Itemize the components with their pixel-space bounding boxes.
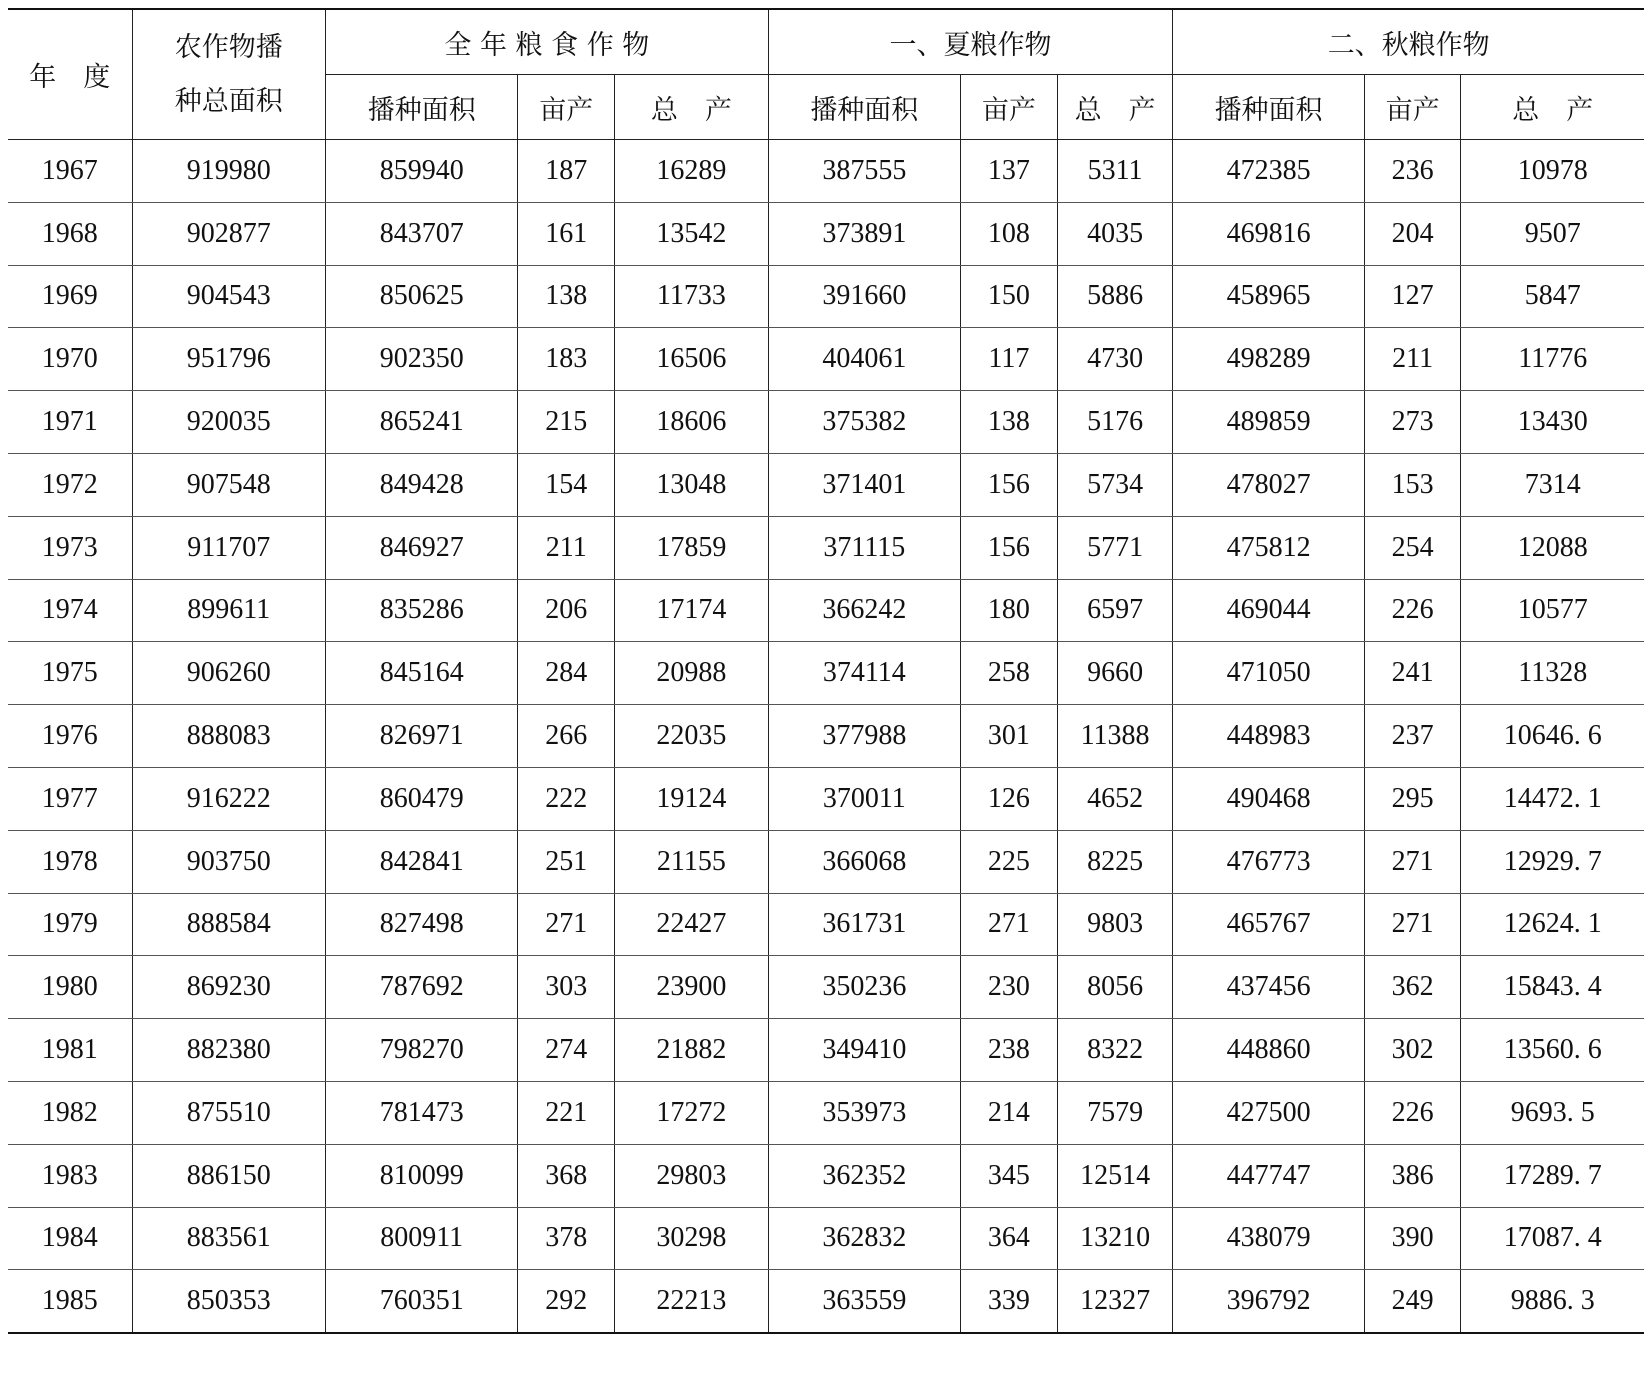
cell-autumn-output: 10978 — [1461, 140, 1644, 203]
cell-summer-sown-area: 363559 — [768, 1270, 960, 1333]
cell-autumn-output: 9693. 5 — [1461, 1081, 1644, 1144]
header-group-summer: 一、夏粮作物 — [768, 9, 1173, 75]
cell-autumn-sown-area: 448983 — [1173, 705, 1364, 768]
cell-summer-yield: 364 — [961, 1207, 1058, 1270]
cell-annual-output: 18606 — [615, 391, 769, 454]
cell-autumn-output: 13430 — [1461, 391, 1644, 454]
cell-summer-yield: 137 — [961, 140, 1058, 203]
table-row — [8, 956, 1644, 1019]
cell-summer-output: 5176 — [1057, 391, 1173, 454]
cell-autumn-sown-area: 438079 — [1173, 1207, 1364, 1270]
cell-annual-sown-area: 902350 — [326, 328, 518, 391]
cell-autumn-sown-area: 427500 — [1173, 1081, 1364, 1144]
cell-autumn-output: 5847 — [1461, 265, 1644, 328]
grain-statistics-table — [8, 8, 1644, 1334]
cell-annual-output: 29803 — [615, 1144, 769, 1207]
cell-annual-output: 13542 — [615, 202, 769, 265]
cell-autumn-sown-area: 396792 — [1173, 1270, 1364, 1333]
cell-autumn-yield: 211 — [1364, 328, 1461, 391]
cell-year: 1982 — [8, 1081, 132, 1144]
cell-total-area: 916222 — [132, 767, 325, 830]
cell-annual-yield: 284 — [518, 642, 615, 705]
cell-annual-sown-area: 800911 — [326, 1207, 518, 1270]
table-row — [8, 642, 1644, 705]
cell-year: 1972 — [8, 453, 132, 516]
cell-year: 1980 — [8, 956, 132, 1019]
cell-total-area: 907548 — [132, 453, 325, 516]
cell-year: 1973 — [8, 516, 132, 579]
table-row — [8, 140, 1644, 203]
cell-annual-sown-area: 760351 — [326, 1270, 518, 1333]
cell-annual-output: 13048 — [615, 453, 769, 516]
cell-year: 1977 — [8, 767, 132, 830]
cell-summer-output: 9660 — [1057, 642, 1173, 705]
cell-autumn-sown-area: 458965 — [1173, 265, 1364, 328]
header-total-area-line1: 农作物播 — [174, 31, 283, 63]
cell-autumn-sown-area: 465767 — [1173, 893, 1364, 956]
cell-annual-yield: 303 — [518, 956, 615, 1019]
cell-summer-sown-area: 375382 — [768, 391, 960, 454]
table-row — [8, 893, 1644, 956]
cell-summer-output: 5886 — [1057, 265, 1173, 328]
cell-annual-output: 22035 — [615, 705, 769, 768]
cell-annual-sown-area: 850625 — [326, 265, 518, 328]
table-row — [8, 830, 1644, 893]
cell-autumn-yield: 390 — [1364, 1207, 1461, 1270]
cell-year: 1975 — [8, 642, 132, 705]
cell-summer-sown-area: 371115 — [768, 516, 960, 579]
cell-total-area: 906260 — [132, 642, 325, 705]
cell-autumn-yield: 127 — [1364, 265, 1461, 328]
header-annual-yield: 亩产 — [518, 75, 615, 140]
cell-annual-sown-area: 846927 — [326, 516, 518, 579]
cell-total-area: 902877 — [132, 202, 325, 265]
cell-autumn-sown-area: 490468 — [1173, 767, 1364, 830]
cell-autumn-yield: 204 — [1364, 202, 1461, 265]
cell-summer-output: 8322 — [1057, 1019, 1173, 1082]
cell-total-area: 850353 — [132, 1270, 325, 1333]
table-row — [8, 1144, 1644, 1207]
cell-annual-output: 11733 — [615, 265, 769, 328]
cell-autumn-yield: 302 — [1364, 1019, 1461, 1082]
cell-autumn-yield: 153 — [1364, 453, 1461, 516]
cell-autumn-output: 11328 — [1461, 642, 1644, 705]
cell-annual-yield: 187 — [518, 140, 615, 203]
cell-summer-output: 4652 — [1057, 767, 1173, 830]
cell-autumn-yield: 295 — [1364, 767, 1461, 830]
cell-annual-yield: 266 — [518, 705, 615, 768]
cell-autumn-sown-area: 471050 — [1173, 642, 1364, 705]
cell-annual-yield: 251 — [518, 830, 615, 893]
cell-year: 1968 — [8, 202, 132, 265]
cell-summer-yield: 301 — [961, 705, 1058, 768]
header-row-groups — [8, 9, 1644, 75]
cell-autumn-sown-area: 448860 — [1173, 1019, 1364, 1082]
cell-summer-sown-area: 362352 — [768, 1144, 960, 1207]
header-autumn-output: 总 产 — [1461, 75, 1644, 140]
cell-autumn-output: 9886. 3 — [1461, 1270, 1644, 1333]
cell-autumn-sown-area: 475812 — [1173, 516, 1364, 579]
cell-total-area: 875510 — [132, 1081, 325, 1144]
cell-summer-output: 6597 — [1057, 579, 1173, 642]
cell-summer-output: 5734 — [1057, 453, 1173, 516]
cell-annual-yield: 138 — [518, 265, 615, 328]
cell-summer-sown-area: 362832 — [768, 1207, 960, 1270]
cell-autumn-output: 11776 — [1461, 328, 1644, 391]
cell-annual-sown-area: 845164 — [326, 642, 518, 705]
cell-summer-yield: 156 — [961, 516, 1058, 579]
cell-autumn-output: 9507 — [1461, 202, 1644, 265]
cell-summer-output: 8225 — [1057, 830, 1173, 893]
table-row — [8, 1081, 1644, 1144]
cell-annual-output: 17859 — [615, 516, 769, 579]
cell-year: 1979 — [8, 893, 132, 956]
cell-summer-sown-area: 387555 — [768, 140, 960, 203]
cell-summer-yield: 138 — [961, 391, 1058, 454]
table-row — [8, 391, 1644, 454]
cell-annual-yield: 215 — [518, 391, 615, 454]
cell-summer-output: 5311 — [1057, 140, 1173, 203]
cell-autumn-output: 17087. 4 — [1461, 1207, 1644, 1270]
cell-autumn-sown-area: 476773 — [1173, 830, 1364, 893]
cell-autumn-sown-area: 469816 — [1173, 202, 1364, 265]
cell-annual-sown-area: 827498 — [326, 893, 518, 956]
table-row — [8, 1270, 1644, 1333]
cell-annual-sown-area: 787692 — [326, 956, 518, 1019]
cell-autumn-yield: 271 — [1364, 830, 1461, 893]
header-total-area — [132, 9, 325, 140]
cell-summer-sown-area: 370011 — [768, 767, 960, 830]
cell-autumn-yield: 254 — [1364, 516, 1461, 579]
header-autumn-sown-area: 播种面积 — [1173, 75, 1364, 140]
table-row — [8, 705, 1644, 768]
header-annual-sown-area: 播种面积 — [326, 75, 518, 140]
cell-summer-sown-area: 366242 — [768, 579, 960, 642]
table-row — [8, 579, 1644, 642]
cell-total-area: 883561 — [132, 1207, 325, 1270]
cell-annual-yield: 378 — [518, 1207, 615, 1270]
cell-annual-output: 17272 — [615, 1081, 769, 1144]
cell-summer-output: 12514 — [1057, 1144, 1173, 1207]
cell-summer-output: 7579 — [1057, 1081, 1173, 1144]
cell-summer-yield: 214 — [961, 1081, 1058, 1144]
cell-annual-sown-area: 859940 — [326, 140, 518, 203]
cell-autumn-output: 14472. 1 — [1461, 767, 1644, 830]
table-body — [8, 140, 1644, 1334]
cell-annual-sown-area: 843707 — [326, 202, 518, 265]
cell-year: 1978 — [8, 830, 132, 893]
cell-summer-yield: 117 — [961, 328, 1058, 391]
cell-summer-yield: 230 — [961, 956, 1058, 1019]
cell-annual-output: 22213 — [615, 1270, 769, 1333]
cell-annual-output: 20988 — [615, 642, 769, 705]
cell-summer-sown-area: 350236 — [768, 956, 960, 1019]
cell-summer-output: 5771 — [1057, 516, 1173, 579]
cell-year: 1974 — [8, 579, 132, 642]
cell-total-area: 919980 — [132, 140, 325, 203]
cell-annual-output: 22427 — [615, 893, 769, 956]
cell-annual-output: 17174 — [615, 579, 769, 642]
table-row — [8, 328, 1644, 391]
cell-autumn-sown-area: 447747 — [1173, 1144, 1364, 1207]
cell-autumn-sown-area: 437456 — [1173, 956, 1364, 1019]
cell-summer-output: 11388 — [1057, 705, 1173, 768]
cell-year: 1985 — [8, 1270, 132, 1333]
cell-autumn-yield: 386 — [1364, 1144, 1461, 1207]
table-row — [8, 265, 1644, 328]
cell-year: 1984 — [8, 1207, 132, 1270]
header-summer-sown-area: 播种面积 — [768, 75, 960, 140]
cell-total-area: 920035 — [132, 391, 325, 454]
cell-annual-sown-area: 781473 — [326, 1081, 518, 1144]
cell-annual-yield: 221 — [518, 1081, 615, 1144]
cell-summer-sown-area: 361731 — [768, 893, 960, 956]
cell-summer-yield: 108 — [961, 202, 1058, 265]
cell-autumn-yield: 273 — [1364, 391, 1461, 454]
cell-annual-output: 21882 — [615, 1019, 769, 1082]
cell-autumn-yield: 226 — [1364, 1081, 1461, 1144]
cell-autumn-output: 10646. 6 — [1461, 705, 1644, 768]
cell-annual-sown-area: 810099 — [326, 1144, 518, 1207]
cell-annual-sown-area: 849428 — [326, 453, 518, 516]
cell-total-area: 886150 — [132, 1144, 325, 1207]
cell-year: 1976 — [8, 705, 132, 768]
cell-autumn-yield: 236 — [1364, 140, 1461, 203]
cell-annual-yield: 161 — [518, 202, 615, 265]
cell-summer-output: 9803 — [1057, 893, 1173, 956]
cell-summer-yield: 238 — [961, 1019, 1058, 1082]
cell-summer-sown-area: 377988 — [768, 705, 960, 768]
cell-autumn-output: 10577 — [1461, 579, 1644, 642]
cell-annual-output: 23900 — [615, 956, 769, 1019]
cell-year: 1981 — [8, 1019, 132, 1082]
table-row — [8, 767, 1644, 830]
cell-annual-sown-area: 826971 — [326, 705, 518, 768]
cell-annual-yield: 368 — [518, 1144, 615, 1207]
cell-annual-yield: 206 — [518, 579, 615, 642]
cell-annual-yield: 154 — [518, 453, 615, 516]
header-group-autumn: 二、秋粮作物 — [1173, 9, 1644, 75]
cell-autumn-output: 17289. 7 — [1461, 1144, 1644, 1207]
cell-summer-sown-area: 374114 — [768, 642, 960, 705]
cell-total-area: 911707 — [132, 516, 325, 579]
cell-summer-yield: 126 — [961, 767, 1058, 830]
header-summer-yield: 亩产 — [961, 75, 1058, 140]
cell-annual-output: 16289 — [615, 140, 769, 203]
cell-summer-sown-area: 404061 — [768, 328, 960, 391]
cell-annual-sown-area: 835286 — [326, 579, 518, 642]
cell-summer-yield: 180 — [961, 579, 1058, 642]
header-year: 年 度 — [8, 9, 132, 140]
cell-autumn-output: 13560. 6 — [1461, 1019, 1644, 1082]
cell-annual-yield: 271 — [518, 893, 615, 956]
cell-summer-yield: 339 — [961, 1270, 1058, 1333]
cell-annual-sown-area: 842841 — [326, 830, 518, 893]
cell-total-area: 869230 — [132, 956, 325, 1019]
cell-autumn-sown-area: 469044 — [1173, 579, 1364, 642]
cell-annual-output: 19124 — [615, 767, 769, 830]
cell-autumn-sown-area: 489859 — [1173, 391, 1364, 454]
table-row — [8, 516, 1644, 579]
header-summer-output: 总 产 — [1057, 75, 1173, 140]
cell-summer-sown-area: 349410 — [768, 1019, 960, 1082]
cell-total-area: 904543 — [132, 265, 325, 328]
table-row — [8, 1207, 1644, 1270]
cell-annual-yield: 274 — [518, 1019, 615, 1082]
cell-total-area: 888083 — [132, 705, 325, 768]
cell-summer-sown-area: 353973 — [768, 1081, 960, 1144]
cell-summer-sown-area: 371401 — [768, 453, 960, 516]
cell-autumn-sown-area: 478027 — [1173, 453, 1364, 516]
cell-autumn-yield: 362 — [1364, 956, 1461, 1019]
cell-summer-output: 4035 — [1057, 202, 1173, 265]
cell-summer-yield: 150 — [961, 265, 1058, 328]
cell-autumn-yield: 226 — [1364, 579, 1461, 642]
cell-annual-yield: 292 — [518, 1270, 615, 1333]
header-annual-output: 总 产 — [615, 75, 769, 140]
cell-annual-sown-area: 798270 — [326, 1019, 518, 1082]
cell-autumn-output: 7314 — [1461, 453, 1644, 516]
cell-year: 1967 — [8, 140, 132, 203]
header-group-annual: 全 年 粮 食 作 物 — [326, 9, 769, 75]
cell-total-area: 903750 — [132, 830, 325, 893]
table-row — [8, 1019, 1644, 1082]
cell-year: 1969 — [8, 265, 132, 328]
cell-autumn-output: 15843. 4 — [1461, 956, 1644, 1019]
cell-annual-output: 30298 — [615, 1207, 769, 1270]
cell-autumn-output: 12088 — [1461, 516, 1644, 579]
cell-year: 1971 — [8, 391, 132, 454]
cell-annual-yield: 183 — [518, 328, 615, 391]
table-row — [8, 453, 1644, 516]
cell-summer-yield: 258 — [961, 642, 1058, 705]
cell-total-area: 882380 — [132, 1019, 325, 1082]
cell-total-area: 888584 — [132, 893, 325, 956]
cell-autumn-yield: 249 — [1364, 1270, 1461, 1333]
cell-autumn-yield: 241 — [1364, 642, 1461, 705]
cell-summer-output: 4730 — [1057, 328, 1173, 391]
cell-autumn-sown-area: 498289 — [1173, 328, 1364, 391]
cell-annual-yield: 222 — [518, 767, 615, 830]
cell-autumn-output: 12929. 7 — [1461, 830, 1644, 893]
cell-summer-yield: 271 — [961, 893, 1058, 956]
cell-annual-output: 21155 — [615, 830, 769, 893]
header-autumn-yield: 亩产 — [1364, 75, 1461, 140]
cell-summer-sown-area: 391660 — [768, 265, 960, 328]
cell-total-area: 899611 — [132, 579, 325, 642]
table-row — [8, 202, 1644, 265]
cell-annual-output: 16506 — [615, 328, 769, 391]
cell-annual-sown-area: 860479 — [326, 767, 518, 830]
header-total-area-line2: 种总面积 — [174, 85, 283, 117]
cell-summer-output: 13210 — [1057, 1207, 1173, 1270]
cell-summer-yield: 345 — [961, 1144, 1058, 1207]
cell-summer-yield: 225 — [961, 830, 1058, 893]
cell-summer-output: 12327 — [1057, 1270, 1173, 1333]
cell-autumn-output: 12624. 1 — [1461, 893, 1644, 956]
cell-autumn-yield: 271 — [1364, 893, 1461, 956]
cell-total-area: 951796 — [132, 328, 325, 391]
cell-annual-yield: 211 — [518, 516, 615, 579]
cell-summer-yield: 156 — [961, 453, 1058, 516]
cell-year: 1970 — [8, 328, 132, 391]
cell-annual-sown-area: 865241 — [326, 391, 518, 454]
cell-year: 1983 — [8, 1144, 132, 1207]
cell-autumn-yield: 237 — [1364, 705, 1461, 768]
cell-summer-output: 8056 — [1057, 956, 1173, 1019]
cell-autumn-sown-area: 472385 — [1173, 140, 1364, 203]
cell-summer-sown-area: 373891 — [768, 202, 960, 265]
cell-summer-sown-area: 366068 — [768, 830, 960, 893]
